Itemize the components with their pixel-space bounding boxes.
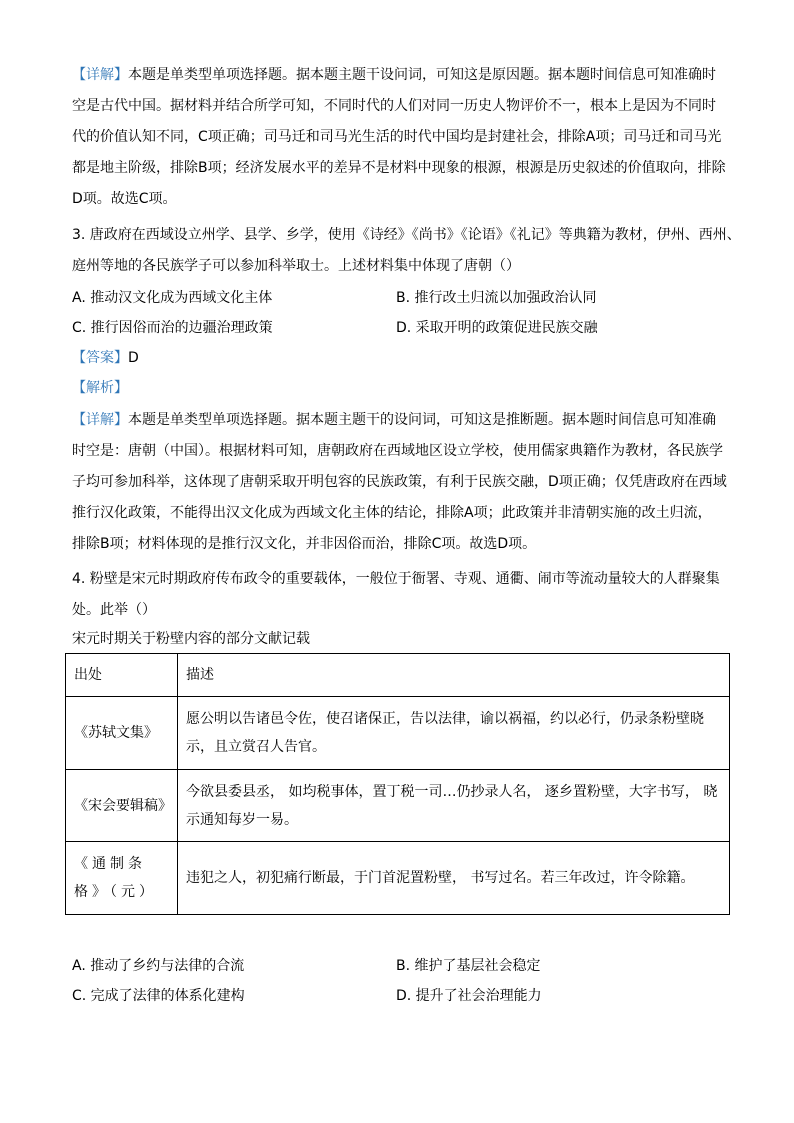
q2-detail-line-2: 空是古代中国。据材料并结合所学可知，不同时代的人们对同一历史人物评价不一，根本上是因为不同时	[72, 98, 716, 114]
q3-option-d: D. 采取开明的政策促进民族交融	[396, 320, 598, 336]
table-row	[66, 697, 730, 770]
q4-option-d: D. 提升了社会治理能力	[396, 988, 542, 1004]
detail-tag: 【详解】	[72, 67, 128, 83]
q3-option-b: B. 推行改土归流以加强政治认同	[396, 290, 597, 306]
row-source: 《苏轼文集》	[66, 697, 178, 770]
table-header-row	[66, 654, 730, 697]
q4-option-c: C. 完成了法律的体系化建构	[72, 988, 245, 1004]
q4-option-a: A. 推动了乡约与法律的合流	[72, 958, 245, 974]
q2-detail-line-3: 代的价值认知不同，C项正确；司马迁和司马光生活的时代中国均是封建社会，排除A项；司马迁和司马光	[72, 129, 722, 145]
q3-analysis-tag-line	[72, 378, 128, 398]
q3-stem-line-1: 3. 唐政府在西域设立州学、县学、乡学，使用《诗经》《尚书》《论语》《礼记》等典籍为教材，伊州、西州、	[72, 227, 741, 243]
row-desc: 今欲县委县丞， 如均税事体，置丁税一司…仍抄录人名， 逐乡置粉壁，大字书写， 晓示通知每岁一易。	[178, 770, 730, 842]
row-source: 《通制条格》（元）	[66, 842, 178, 915]
q4-stem-line-2: 处。此举（）	[72, 602, 156, 618]
q2-detail-line-5: D项。故选C项。	[72, 191, 177, 207]
table-row	[66, 842, 730, 915]
header-source: 出处	[66, 654, 178, 697]
q4-stem-line-1: 4. 粉壁是宋元时期政府传布政令的重要载体，一般位于衙署、寺观、通衢、闹市等流动量较大的人群聚集	[72, 571, 720, 587]
q2-detail-line-4: 都是地主阶级，排除B项；经济发展水平的差异不是材料中现象的根源，根源是历史叙述的价值取向，排除	[72, 160, 726, 176]
q3-detail-line-5: 排除B项；材料体现的是推行汉文化，并非因俗而治，排除C项。故选D项。	[72, 536, 537, 552]
source-table	[65, 653, 730, 915]
detail-text: 本题是单类型单项选择题。据本题主题干设问词，可知这是原因题。据本题时间信息可知准确时	[128, 67, 716, 83]
row-desc: 违犯之人，初犯痛行断最，于门首泥置粉壁， 书写过名。若三年改过，许令除籍。	[178, 842, 730, 915]
answer-tag: 【答案】	[72, 350, 128, 366]
q2-detail-line-1	[72, 65, 716, 85]
row-source: 《宋会要辑稿》	[66, 770, 178, 842]
q3-answer-line	[72, 348, 139, 368]
row-desc: 愿公明以告诸邑令佐，使召诸保正，告以法律，谕以祸福，约以必行，仍录条粉壁晓示，且立赏召人告官。	[178, 697, 730, 770]
q3-option-c: C. 推行因俗而治的边疆治理政策	[72, 320, 273, 336]
answer-value: D	[128, 350, 139, 366]
q3-detail-line-4: 推行汉化政策，不能得出汉文化成为西域文化主体的结论，排除A项；此政策并非清朝实施的改土归流，	[72, 505, 712, 521]
analysis-tag: 【解析】	[72, 380, 128, 396]
detail-text: 本题是单类型单项选择题。据本题主题干的设问词，可知这是推断题。据本题时间信息可知准确	[128, 412, 716, 428]
q3-detail-line-3: 子均可参加科举，这体现了唐朝采取开明包容的民族政策，有利于民族交融，D项正确；仅凭唐政府在西域	[72, 474, 727, 490]
detail-tag: 【详解】	[72, 412, 128, 428]
q3-detail-line-1	[72, 410, 716, 430]
q3-stem-line-2: 庭州等地的各民族学子可以参加科举取士。上述材料集中体现了唐朝（）	[72, 258, 520, 274]
q3-detail-line-2: 时空是：唐朝（中国）。根据材料可知，唐朝政府在西域地区设立学校，使用儒家典籍作为教材，各民族学	[72, 443, 723, 459]
header-desc: 描述	[178, 654, 730, 697]
table-caption: 宋元时期关于粉壁内容的部分文献记载	[72, 631, 310, 647]
table-row	[66, 770, 730, 842]
q4-option-b: B. 维护了基层社会稳定	[396, 958, 541, 974]
q3-option-a: A. 推动汉文化成为西域文化主体	[72, 290, 273, 306]
